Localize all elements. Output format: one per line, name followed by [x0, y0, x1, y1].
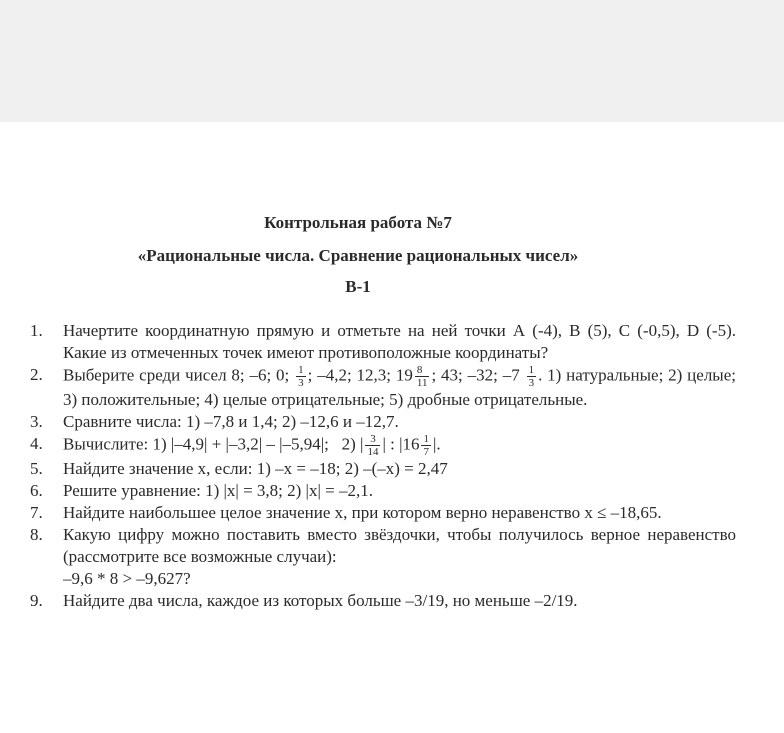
- task-text: Какую цифру можно поставить вместо звёздочки, чтобы получилось верное неравенство (рассмотрите все возможные случаи):: [63, 525, 736, 566]
- task-number: 5.: [30, 459, 43, 478]
- fraction-numerator: 1: [298, 364, 304, 376]
- task-text: [63, 364, 736, 411]
- task-number: 1.: [30, 321, 43, 340]
- fraction-denominator: 7: [423, 446, 429, 458]
- task-number: 7.: [30, 503, 43, 522]
- task-list: [30, 320, 736, 612]
- task-number: 3.: [30, 412, 43, 431]
- task-item-5: [30, 458, 736, 480]
- variant-label: В-1: [345, 277, 371, 296]
- fraction-numerator: 1: [528, 364, 535, 376]
- fraction-numerator: 8: [415, 364, 430, 377]
- fraction-numerator: 1: [423, 433, 429, 445]
- task-text-part: ; –4,2; 12,3; 19: [307, 365, 413, 385]
- task-number: 9.: [30, 591, 43, 610]
- task-text-part: Вычислите: 1) |–4,9| + |–3,2| – |–5,94|; 2) |: [63, 434, 364, 454]
- task-text-part: Выберите среди чисел 8; –6; 0;: [63, 365, 290, 385]
- task-number: 6.: [30, 481, 43, 500]
- task-text: Найдите два числа, каждое из которых больше –3/19, но меньше –2/19.: [63, 591, 578, 610]
- fraction-denominator: 3: [298, 377, 304, 389]
- task-text-part: |.: [432, 434, 441, 454]
- fraction-numerator: 3: [365, 433, 380, 446]
- task-item-9: [30, 590, 736, 612]
- fraction-one-third: [296, 364, 306, 389]
- task-text: Сравните числа: 1) –7,8 и 1,4; 2) –12,6 и –12,7.: [63, 412, 399, 431]
- fraction-one-third-b: [527, 364, 537, 389]
- task-text: [63, 433, 736, 458]
- top-gray-band: [0, 0, 784, 122]
- task-item-3: [30, 411, 736, 433]
- task-item-4: [30, 433, 736, 458]
- task-text: Найдите значение x, если: 1) –x = –18; 2) –(–x) = 2,47: [63, 459, 448, 478]
- task-expression: –9,6 * 8 > –9,627?: [63, 569, 191, 588]
- task-item-2: [30, 364, 736, 411]
- task-text: Начертите координатную прямую и отметьте на ней точки А (-4), В (5), С (-0,5), D (-5). Какие из отмеченных точек имеют противоположные координаты?: [63, 321, 736, 362]
- task-item-6: [30, 480, 736, 502]
- test-title: Контрольная работа №7: [264, 213, 452, 232]
- task-number: 2.: [30, 365, 43, 384]
- fraction-eight-elevenths: [415, 364, 430, 389]
- task-number: 8.: [30, 525, 43, 544]
- fraction-denominator: 11: [416, 377, 428, 389]
- test-topic: «Рациональные числа. Сравнение рациональных чисел»: [137, 246, 579, 265]
- task-item-8: [30, 524, 736, 590]
- task-text-part: . 1) натуральные; 2) целые; 3) положительные; 4) целые отрицательные; 5) дробные отрицательные.: [63, 365, 736, 409]
- task-text-part: | : |16: [382, 434, 420, 454]
- task-number: 4.: [30, 434, 43, 453]
- fraction-one-seventh: [421, 433, 431, 458]
- fraction-denominator: 3: [528, 377, 535, 389]
- fraction-three-fourteenths: [365, 433, 380, 458]
- task-text: Решите уравнение: 1) |x| = 3,8; 2) |x| = –2,1.: [63, 481, 373, 500]
- task-item-1: [30, 320, 736, 364]
- fraction-denominator: 14: [367, 446, 379, 458]
- task-text-part: ; 43; –32; –7: [431, 365, 520, 385]
- task-item-7: [30, 502, 736, 524]
- task-text: Найдите наибольшее целое значение x, при котором верно неравенство x ≤ –18,65.: [63, 503, 662, 522]
